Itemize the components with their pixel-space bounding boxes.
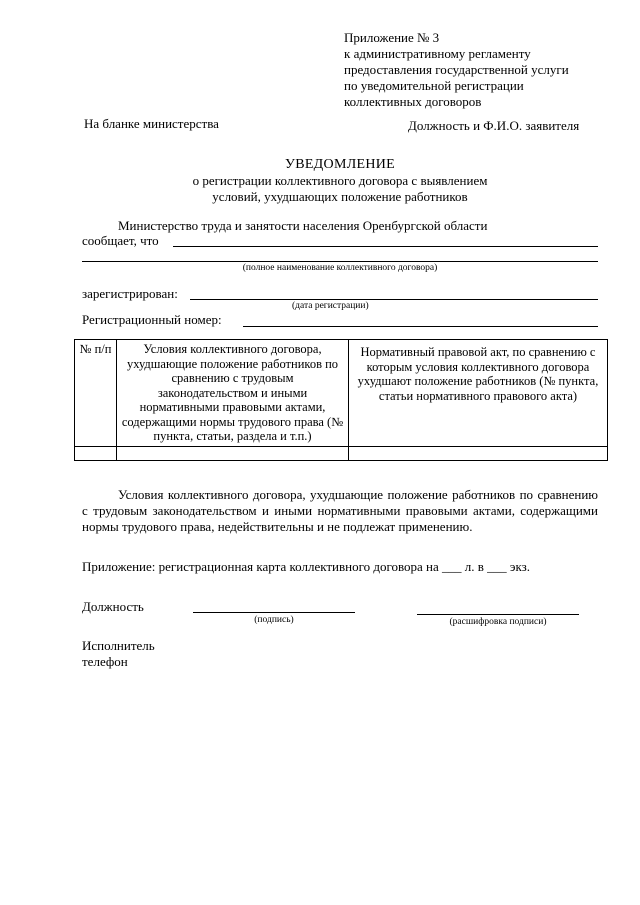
appendix-line: к административному регламенту	[344, 46, 531, 61]
statement-paragraph: Условия коллективного договора, ухудшающие положение работников по сравнению с трудовым законодательством и иными нормативными правовыми актами, содержащими нормы трудового права, недействительны и не подлежат применению.	[82, 487, 598, 534]
fill-line	[243, 326, 598, 327]
table-cell	[349, 446, 608, 460]
table-header-cell: Условия коллективного договора, ухудшающие положение работников по сравнению с трудовым законодательством и иными нормативными правовыми актами, содержащими нормы трудового права (№ пункта, статьи, раздела и т.п.)	[117, 340, 349, 447]
intro-line2: сообщает, что	[82, 233, 159, 248]
table-cell	[75, 446, 117, 460]
appendix-line: Приложение № 3	[344, 30, 440, 45]
attachment-line: Приложение: регистрационная карта коллективного договора на ___ л. в ___ экз.	[82, 559, 530, 574]
appendix-block	[344, 30, 569, 110]
letterhead-right: Должность и Ф.И.О. заявителя	[408, 118, 580, 133]
page-title: УВЕДОМЛЕНИЕ	[284, 157, 396, 172]
appendix-line: по уведомительной регистрации	[344, 78, 524, 93]
fill-line	[190, 299, 598, 300]
title-block	[80, 157, 600, 205]
position-label: Должность	[82, 599, 144, 614]
executor-label: Исполнитель	[82, 638, 155, 653]
hint-decoding: (расшифровка подписи)	[449, 617, 547, 627]
appendix-line: предоставления государственной услуги	[344, 62, 569, 77]
signature-line	[193, 612, 355, 613]
table-header-row	[75, 340, 608, 447]
registered-label: зарегистрирован:	[82, 286, 178, 301]
letterhead-left: На бланке министерства	[84, 116, 219, 131]
title-subtitle: о регистрации коллективного договора с выявлением	[192, 173, 488, 188]
appendix-line: коллективных договоров	[344, 94, 482, 109]
conditions-table	[74, 339, 608, 461]
table-cell	[117, 446, 349, 460]
decoding-line	[417, 614, 579, 615]
intro-line1: Министерство труда и занятости населения Оренбургской области	[118, 218, 488, 233]
hint-contract-name: (полное наименование коллективного договора)	[242, 263, 438, 273]
fill-line	[82, 261, 598, 262]
registration-number-label: Регистрационный номер:	[82, 312, 222, 327]
hint-date: (дата регистрации)	[292, 301, 369, 311]
phone-label: телефон	[82, 654, 128, 669]
table-header-cell: Нормативный правовой акт, по сравнению с которым условия коллективного договора ухудшают положение работников (№ пункта, статьи нормативного правового акта)	[349, 340, 608, 447]
hint-signature: (подпись)	[254, 615, 294, 625]
table-row	[75, 446, 608, 460]
table-header-cell: № п/п	[75, 340, 117, 447]
fill-line	[173, 246, 598, 247]
title-subtitle: условий, ухудшающих положение работников	[212, 189, 468, 204]
